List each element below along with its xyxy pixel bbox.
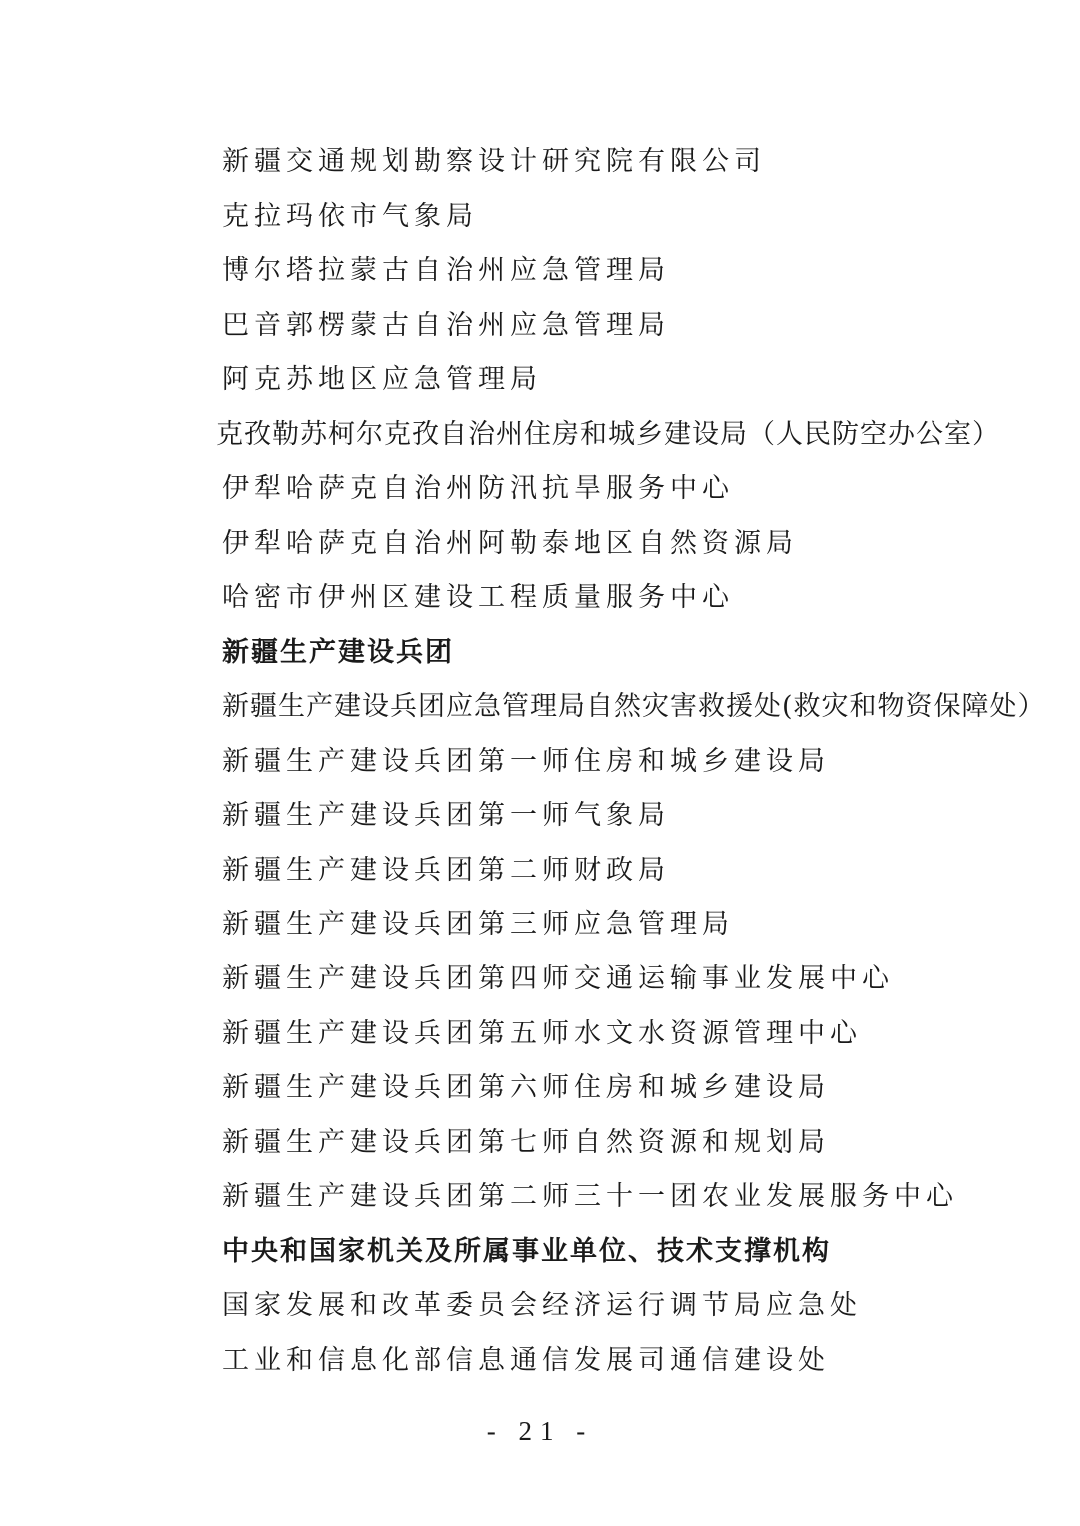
list-item: 新疆生产建设兵团第二师三十一团农业发展服务中心 (222, 1181, 958, 1212)
list-item: 新疆生产建设兵团第一师住房和城乡建设局 (222, 746, 830, 777)
list-item: 伊犁哈萨克自治州防汛抗旱服务中心 (222, 473, 734, 504)
list-item: 国家发展和改革委员会经济运行调节局应急处 (222, 1290, 862, 1321)
list-item: 克孜勒苏柯尔克孜自治州住房和城乡建设局（人民防空办公室） (216, 419, 1000, 450)
list-item: 新疆生产建设兵团第三师应急管理局 (222, 909, 734, 940)
list-item: 阿克苏地区应急管理局 (222, 364, 542, 395)
list-item: 新疆生产建设兵团第五师水文水资源管理中心 (222, 1018, 862, 1049)
list-item: 新疆生产建设兵团应急管理局自然灾害救援处(救灾和物资保障处） (222, 691, 1046, 722)
list-item: 哈密市伊州区建设工程质量服务中心 (222, 582, 734, 613)
page-number: - 21 - (486, 1416, 594, 1446)
list-item: 巴音郭楞蒙古自治州应急管理局 (222, 310, 670, 341)
list-item: 工业和信息化部信息通信发展司通信建设处 (222, 1345, 830, 1376)
list-item: 克拉玛依市气象局 (222, 201, 478, 232)
list-item: 新疆生产建设兵团第一师气象局 (222, 800, 670, 831)
list-item: 新疆生产建设兵团第四师交通运输事业发展中心 (222, 963, 894, 994)
list-item: 新疆生产建设兵团第六师住房和城乡建设局 (222, 1072, 830, 1103)
list-item: 新疆交通规划勘察设计研究院有限公司 (222, 146, 766, 177)
list-item: 博尔塔拉蒙古自治州应急管理局 (222, 255, 670, 286)
list-item: 伊犁哈萨克自治州阿勒泰地区自然资源局 (222, 528, 798, 559)
list-item: 新疆生产建设兵团第七师自然资源和规划局 (222, 1127, 830, 1158)
section-heading: 中央和国家机关及所属事业单位、技术支撑机构 (222, 1236, 831, 1267)
section-heading: 新疆生产建设兵团 (222, 637, 454, 668)
list-item: 新疆生产建设兵团第二师财政局 (222, 855, 670, 886)
